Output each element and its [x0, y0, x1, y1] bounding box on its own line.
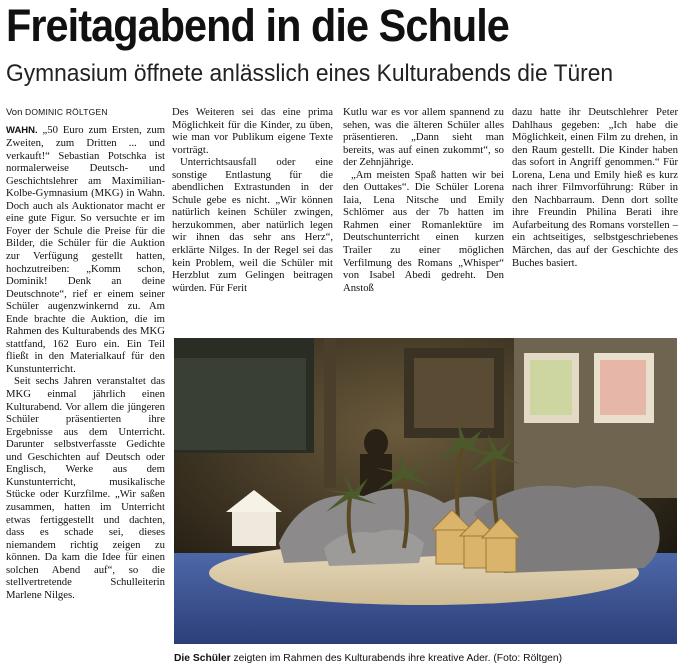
article-column-4	[512, 106, 678, 269]
paragraph-5-end: dazu hatte ihr Deutschlehrer Peter Dahlhaus gegeben: „Ich habe die Möglichkeit, einen Film zu drehen, in den Raum gestellt. Die Kinder haben das sofort in Angriff genommen.“ Für Lorena, Lena und Emily hieß es kurz nach ihrer Filmvorführung: Rüber in den Nachbarraum. Denn dort sollte ihre Freundin Philina Berati ihre Aufarbeitung des Romans vorstellen – ein achtseitiges, selbstgeschriebenes Märchen, das auf der Geschichte des Buches basiert.	[512, 106, 678, 269]
article-column-3	[343, 106, 504, 294]
paragraph-1: WAHN. „50 Euro zum Ersten, zum Zweiten, zum Dritten ... und verkauft!“ Sebastian Potschka ist normalerweise Deutsch- und Geschichtslehrer am Maximilian-Kolbe-Gymnasium (MKG) in Wahn. Doch auch als Auktionator macht er eine gute Figur. So versuchte er im Foyer der Schule die Preise für die Bilder, die Schüler für die Auktion zur Verfügung gestellt hatten, hochzutreiben: „Komm schon, Dominik! Denk an deine Deutschnote“, rief er einem seiner Schüler augenzwinkernd zu. Am Ende brachte die Auktion, die im Rahmen des Kulturabends des MKG stattfand, 162 Euro ein. Ein Teil fließt in den Materialkauf für den Kunstunterricht.	[6, 123, 166, 375]
diorama-photo-illustration	[174, 338, 677, 644]
photo-caption	[174, 653, 679, 664]
byline	[6, 106, 165, 120]
article-photo	[174, 338, 677, 644]
caption-lead: Die Schüler	[174, 653, 231, 664]
byline-prefix: Von	[6, 107, 23, 118]
paragraph-4-end: Kutlu war es vor allem spannend zu sehen, was die älteren Schüler alles präsentieren. „Dann sieht man bereits, was auf einen zukommt“, so der Zehnjährige.	[343, 106, 504, 169]
article-column-1	[6, 106, 165, 601]
paragraph-2: Seit sechs Jahren veranstaltet das MKG einmal jährlich einen Kulturabend. Vor allem die jüngeren Schüler präsentierten ihre Ergebnisse aus dem Unterricht. Darunter selbstverfasste Gedichte und Geschichten auf Deutsch oder Englisch, Werke aus dem Kunstunterricht, musikalische Stücke oder Kurzfilme. „Wir saßen zusammen, hatten im Unterricht etwas fertiggestellt und dachten, dass es schade sei, dieses niemandem richtig zeigen zu können. Da kam die Idee für einen solchen Abend auf“, so die stellvertretende Schulleiterin Marlene Nilges.	[6, 375, 165, 601]
paragraph-5-start: „Am meisten Spaß hatten wir bei den Outtakes“. Die Schüler Lorena Iaia, Lena Nitsche und Emily Schlömer aus der 7b hatten im Rahmen einer Romanlektüre im Deutschunterricht einen kurzen Trailer zu einer möglichen Verfilmung des Romans „Whisper“ von Isabel Abedi gedreht. Den Anstoß	[343, 168, 504, 294]
paragraph-3: Des Weiteren sei das eine prima Möglichkeit für die Kinder, zu üben, wie man vor Publikum eigene Texte vorträgt.	[172, 106, 333, 156]
headline: Freitagabend in die Schule	[6, 0, 509, 51]
caption-text: zeigten im Rahmen des Kulturabends ihre kreative Ader. (Foto: Röltgen)	[230, 653, 563, 664]
paragraph-4-start: Unterrichtsausfall oder eine sonstige Entlastung für die abendlichen Extrastunden in der Schule gebe es nicht. „Wir können natürlich keinen Schüler zwingen, herzukommen, aber natürlich legen wir ihnen das sehr ans Herz“, erklärte Nilges. In der Regel sei das kein Problem, weil die Schüler mit Herzblut zum Gelingen beitragen würden. Für Ferit	[172, 156, 333, 294]
article-column-2	[172, 106, 333, 294]
subheadline: Gymnasium öffnete anlässlich eines Kulturabends die Türen	[6, 60, 614, 87]
byline-author: DOMINIC RÖLTGEN	[25, 107, 108, 117]
dateline: WAHN.	[6, 124, 38, 136]
